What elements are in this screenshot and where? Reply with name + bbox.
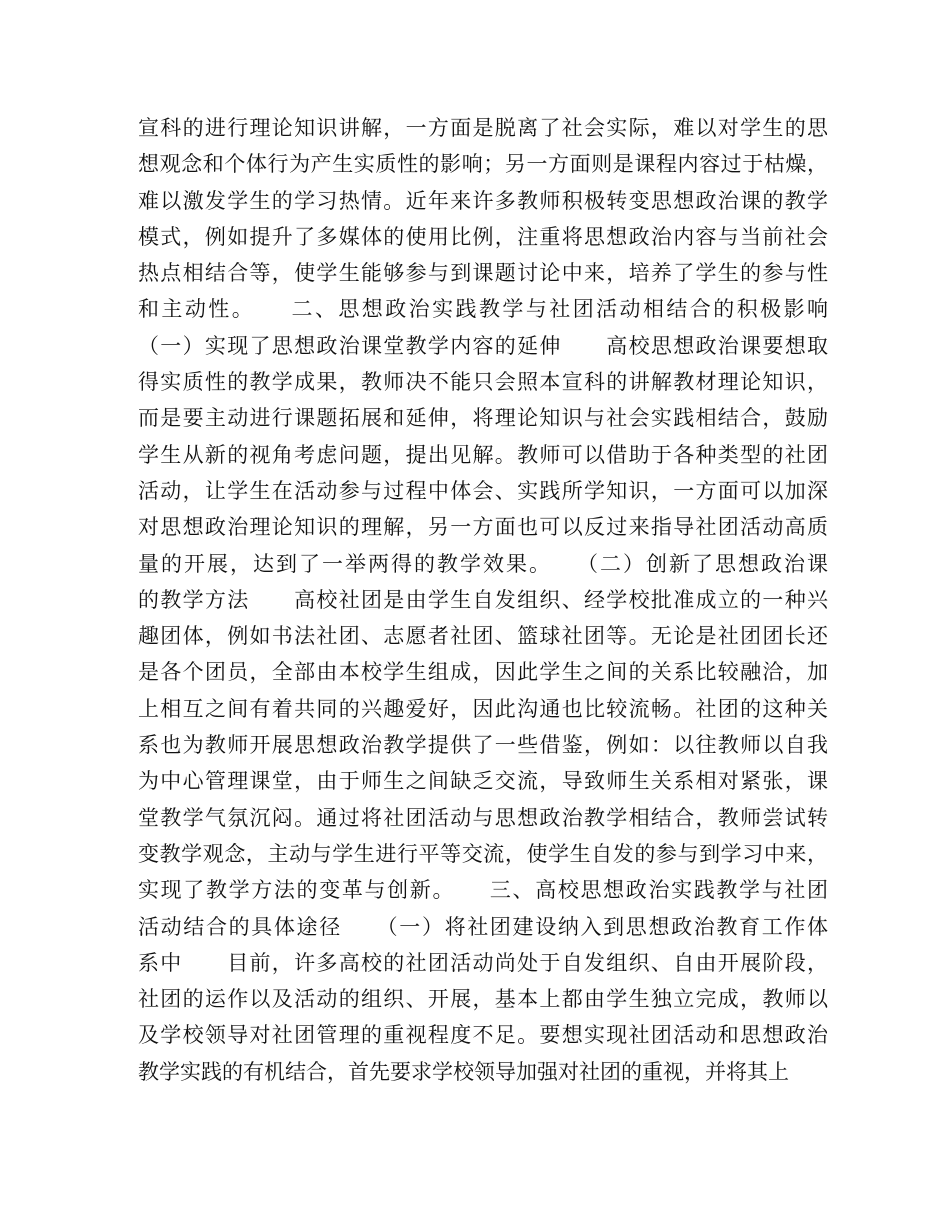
text-line-2: 想观念和个体行为产生实质性的影响；另一方面则是课程内容过于枯燥， (138, 152, 828, 177)
text-line-6: 和主动性。 二、思想政治实践教学与社团活动相结合的积极影响 (138, 297, 828, 322)
text-line-19: 为中心管理课堂，由于师生之间缺乏交流，导致师生关系相对紧张，课 (138, 769, 828, 794)
text-line-5: 热点相结合等，使学生能够参与到课题讨论中来，培养了学生的参与性 (138, 261, 828, 286)
body-text (138, 110, 828, 1090)
text-line-22: 实现了教学方法的变革与创新。 三、高校思想政治实践教学与社团 (138, 878, 828, 903)
text-line-3: 难以激发学生的学习热情。近年来许多教师积极转变思想政治课的教学 (138, 188, 828, 213)
text-line-25: 社团的运作以及活动的组织、开展，基本上都由学生独立完成，教师以 (138, 987, 828, 1012)
text-line-7: （一）实现了思想政治课堂教学内容的延伸 高校思想政治课要想取 (138, 333, 828, 358)
text-line-24: 系中 目前，许多高校的社团活动尚处于自发组织、自由开展阶段， (138, 950, 828, 975)
text-line-11: 活动，让学生在活动参与过程中体会、实践所学知识，一方面可以加深 (138, 478, 828, 503)
text-line-9: 而是要主动进行课题拓展和延伸，将理论知识与社会实践相结合，鼓励 (138, 406, 828, 431)
text-line-17: 上相互之间有着共同的兴趣爱好，因此沟通也比较流畅。社团的这种关 (138, 696, 828, 721)
text-line-26: 及学校领导对社团管理的重视程度不足。要想实现社团活动和思想政治 (138, 1023, 828, 1048)
text-line-12: 对思想政治理论知识的理解，另一方面也可以反过来指导社团活动高质 (138, 515, 828, 540)
text-line-18: 系也为教师开展思想政治教学提供了一些借鉴，例如：以往教师以自我 (138, 733, 828, 758)
text-line-4: 模式，例如提升了多媒体的使用比例，注重将思想政治内容与当前社会 (138, 224, 828, 249)
text-line-8: 得实质性的教学成果，教师决不能只会照本宣科的讲解教材理论知识， (138, 370, 828, 395)
text-line-13: 量的开展，达到了一举两得的教学效果。 （二）创新了思想政治课 (138, 551, 828, 576)
text-line-23: 活动结合的具体途径 （一）将社团建设纳入到思想政治教育工作体 (138, 914, 828, 939)
text-line-1: 宣科的进行理论知识讲解，一方面是脱离了社会实际，难以对学生的思 (138, 116, 828, 140)
text-line-21: 变教学观念，主动与学生进行平等交流，使学生自发的参与到学习中来， (138, 841, 828, 866)
text-line-27: 教学实践的有机结合，首先要求学校领导加强对社团的重视，并将其上 (138, 1059, 789, 1084)
text-line-14: 的教学方法 高校社团是由学生自发组织、经学校批准成立的一种兴 (138, 587, 828, 612)
text-line-10: 学生从新的视角考虑问题，提出见解。教师可以借助于各种类型的社团 (138, 442, 828, 467)
text-line-16: 是各个团员，全部由本校学生组成，因此学生之间的关系比较融洽，加 (138, 660, 828, 685)
text-line-15: 趣团体，例如书法社团、志愿者社团、篮球社团等。无论是社团团长还 (138, 624, 828, 649)
text-line-20: 堂教学气氛沉闷。通过将社团活动与思想政治教学相结合，教师尝试转 (138, 805, 828, 830)
